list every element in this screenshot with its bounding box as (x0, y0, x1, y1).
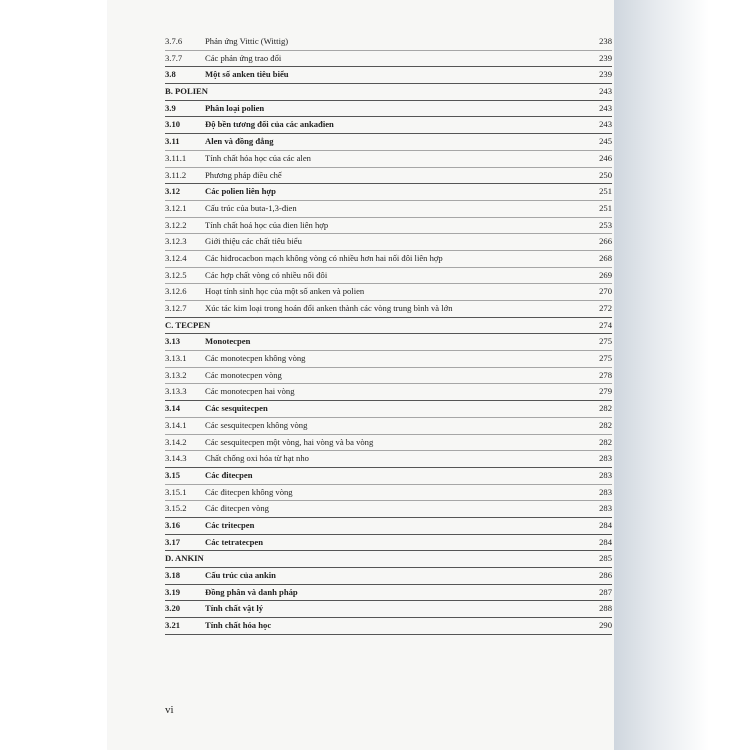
toc-entry-page: 286 (599, 570, 612, 580)
toc-entry-page: 239 (599, 52, 612, 63)
toc-entry-number: 3.12.2 (165, 219, 187, 230)
toc-entry-title: Các phản ứng trao đổi (205, 52, 282, 63)
toc-entry (165, 568, 612, 585)
toc-entry-title: Các polien liên hợp (205, 186, 276, 197)
table-of-contents (165, 34, 612, 635)
toc-entry-title: Phân loại polien (205, 102, 265, 113)
toc-entry-page: 246 (599, 152, 612, 163)
toc-entry-page: 288 (599, 603, 612, 614)
toc-entry (165, 134, 612, 151)
toc-entry (165, 334, 612, 351)
toc-entry-title: Các sesquitecpen một vòng, hai vòng và ba vòng (205, 436, 374, 447)
toc-entry (165, 368, 612, 385)
toc-entry (165, 268, 612, 285)
toc-entry (165, 218, 612, 235)
toc-entry-number: 3.10 (165, 119, 181, 130)
toc-entry-number: 3.14 (165, 403, 181, 414)
toc-entry (165, 435, 612, 452)
toc-entry-page: 243 (599, 86, 612, 97)
toc-entry-title: Phương pháp điều chế (205, 169, 282, 180)
toc-entry (165, 468, 612, 485)
toc-entry (165, 67, 612, 84)
page-number: vi (165, 704, 174, 716)
toc-entry (165, 518, 612, 535)
toc-entry-number: 3.12.6 (165, 286, 187, 297)
toc-entry-page: 290 (599, 620, 612, 631)
toc-entry-title: Các monotecpen hai vòng (205, 386, 295, 397)
toc-entry (165, 251, 612, 268)
toc-entry-page: 243 (599, 102, 612, 113)
toc-entry (165, 485, 612, 502)
toc-entry (165, 501, 612, 518)
toc-entry (165, 84, 612, 101)
toc-entry (165, 284, 612, 301)
toc-entry (165, 34, 612, 51)
toc-entry-page: 270 (599, 286, 612, 297)
toc-entry-title: Các monotecpen vòng (205, 369, 282, 380)
toc-entry-page: 282 (599, 403, 612, 414)
toc-entry-page: 283 (599, 453, 612, 464)
toc-entry-number: 3.12 (165, 186, 181, 197)
toc-entry-number: 3.15 (165, 469, 181, 480)
toc-entry-number: 3.14.3 (165, 453, 187, 464)
toc-entry-title: Tính chất vật lý (205, 603, 264, 614)
toc-entry-page: 283 (599, 486, 612, 497)
toc-entry-number: 3.11.1 (165, 152, 187, 163)
toc-entry-number: 3.20 (165, 603, 181, 614)
toc-entry (165, 301, 612, 318)
toc-entry-number: 3.15.1 (165, 486, 187, 497)
toc-entry-title: Monotecpen (205, 336, 251, 347)
toc-entry (165, 201, 612, 218)
toc-entry-number: 3.13.2 (165, 369, 187, 380)
toc-entry (165, 418, 612, 435)
toc-entry-title: D. ANKIN (165, 553, 204, 564)
toc-entry-page: 283 (599, 503, 612, 514)
toc-entry (165, 618, 612, 635)
toc-entry (165, 451, 612, 468)
toc-entry-number: 3.7.7 (165, 52, 183, 63)
toc-entry-number: 3.12.7 (165, 303, 187, 313)
toc-entry (165, 168, 612, 185)
toc-entry (165, 384, 612, 401)
toc-entry (165, 585, 612, 602)
toc-entry (165, 151, 612, 168)
toc-entry-title: Chất chống oxi hóa từ hạt nho (205, 453, 309, 464)
toc-entry (165, 101, 612, 118)
toc-entry-title: Đồng phân và danh pháp (205, 586, 298, 597)
toc-entry-number: 3.19 (165, 586, 181, 597)
toc-entry (165, 51, 612, 68)
toc-entry-title: Tính chất hóa học (205, 620, 272, 631)
toc-entry (165, 401, 612, 418)
toc-entry-title: Các đitecpen không vòng (205, 486, 293, 497)
toc-entry-title: Các sesquitecpen (205, 403, 268, 414)
toc-entry-page: 243 (599, 119, 612, 130)
toc-entry (165, 318, 612, 335)
toc-entry-page: 275 (599, 353, 612, 364)
toc-entry (165, 551, 612, 568)
toc-entry-page: 250 (599, 169, 612, 180)
toc-entry (165, 234, 612, 251)
toc-entry-title: Hoạt tính sinh học của một số anken và polien (205, 286, 365, 297)
toc-entry-page: 272 (599, 303, 612, 313)
toc-entry-page: 253 (599, 219, 612, 230)
toc-entry-title: Các đitecpen vòng (205, 503, 269, 514)
toc-entry-title: Độ bền tương đối của các ankađien (205, 119, 334, 130)
toc-entry-title: Cấu trúc của buta-1,3-đien (205, 202, 297, 213)
toc-entry-page: 245 (599, 136, 612, 147)
toc-entry-page: 266 (599, 236, 612, 247)
toc-entry-number: 3.12.4 (165, 252, 187, 263)
toc-entry-number: 3.17 (165, 536, 181, 547)
toc-entry-number: 3.14.2 (165, 436, 187, 447)
toc-entry-number: 3.12.3 (165, 236, 187, 247)
toc-entry-number: 3.13.3 (165, 386, 187, 397)
toc-entry-title: Phản ứng Vittic (Wittig) (205, 36, 289, 46)
toc-entry-number: 3.16 (165, 519, 181, 530)
toc-entry-number: 3.11.2 (165, 169, 187, 180)
toc-entry (165, 535, 612, 552)
toc-entry-number: 3.12.5 (165, 269, 187, 280)
toc-entry-page: 284 (599, 519, 612, 530)
toc-entry-page: 274 (599, 319, 612, 330)
toc-entry-number: 3.8 (165, 69, 176, 80)
toc-entry-page: 239 (599, 69, 612, 80)
toc-entry-page: 282 (599, 436, 612, 447)
toc-entry-title: Tính chất hoá học của đien liên hợp (205, 219, 329, 230)
toc-entry-page: 284 (599, 536, 612, 547)
toc-entry-title: Alen và đồng đẳng (205, 136, 274, 147)
toc-entry-number: 3.21 (165, 620, 181, 631)
toc-entry-page: 279 (599, 386, 612, 397)
toc-entry-number: 3.13 (165, 336, 181, 347)
toc-entry-title: B. POLIEN (165, 86, 208, 97)
toc-entry-title: Xúc tác kim loại trong hoán đổi anken thành các vòng trung bình và lớn (205, 303, 453, 313)
toc-entry-title: Các tetratecpen (205, 536, 263, 547)
toc-entry-number: 3.11 (165, 136, 180, 147)
toc-entry-page: 282 (599, 419, 612, 430)
toc-entry-title: Các hiđrocacbon mạch không vòng có nhiều hơn hai nối đôi liên hợp (205, 252, 443, 263)
toc-entry (165, 351, 612, 368)
toc-entry-page: 268 (599, 252, 612, 263)
toc-entry-page: 275 (599, 336, 612, 347)
toc-entry-title: Giới thiệu các chất tiêu biểu (205, 236, 302, 247)
toc-entry (165, 117, 612, 134)
toc-entry-page: 269 (599, 269, 612, 280)
toc-entry-number: 3.15.2 (165, 503, 187, 514)
toc-entry (165, 601, 612, 618)
toc-entry-number: 3.14.1 (165, 419, 187, 430)
toc-entry-title: Các tritecpen (205, 519, 255, 530)
toc-entry-number: 3.9 (165, 102, 176, 113)
toc-entry-page: 238 (599, 36, 612, 46)
toc-entry-title: Các đitecpen (205, 469, 253, 480)
toc-entry-title: Một số anken tiêu biểu (205, 69, 289, 80)
toc-entry-title: Các sesquitecpen không vòng (205, 419, 308, 430)
toc-entry-title: C. TECPEN (165, 319, 211, 330)
toc-entry-number: 3.13.1 (165, 353, 187, 364)
toc-entry-page: 278 (599, 369, 612, 380)
toc-entry-number: 3.7.6 (165, 36, 183, 46)
toc-entry (165, 184, 612, 201)
toc-entry-title: Các monotecpen không vòng (205, 353, 306, 364)
toc-entry-title: Tính chất hóa học của các alen (205, 152, 311, 163)
toc-entry-title: Cấu trúc của ankin (205, 570, 276, 580)
toc-entry-number: 3.18 (165, 570, 181, 580)
toc-entry-page: 251 (599, 202, 612, 213)
toc-entry-page: 285 (599, 553, 612, 564)
book-edge (614, 0, 750, 750)
toc-entry-page: 287 (599, 586, 612, 597)
toc-entry-title: Các hợp chất vòng có nhiều nối đôi (205, 269, 328, 280)
toc-entry-page: 283 (599, 469, 612, 480)
toc-entry-number: 3.12.1 (165, 202, 187, 213)
toc-entry-page: 251 (599, 186, 612, 197)
